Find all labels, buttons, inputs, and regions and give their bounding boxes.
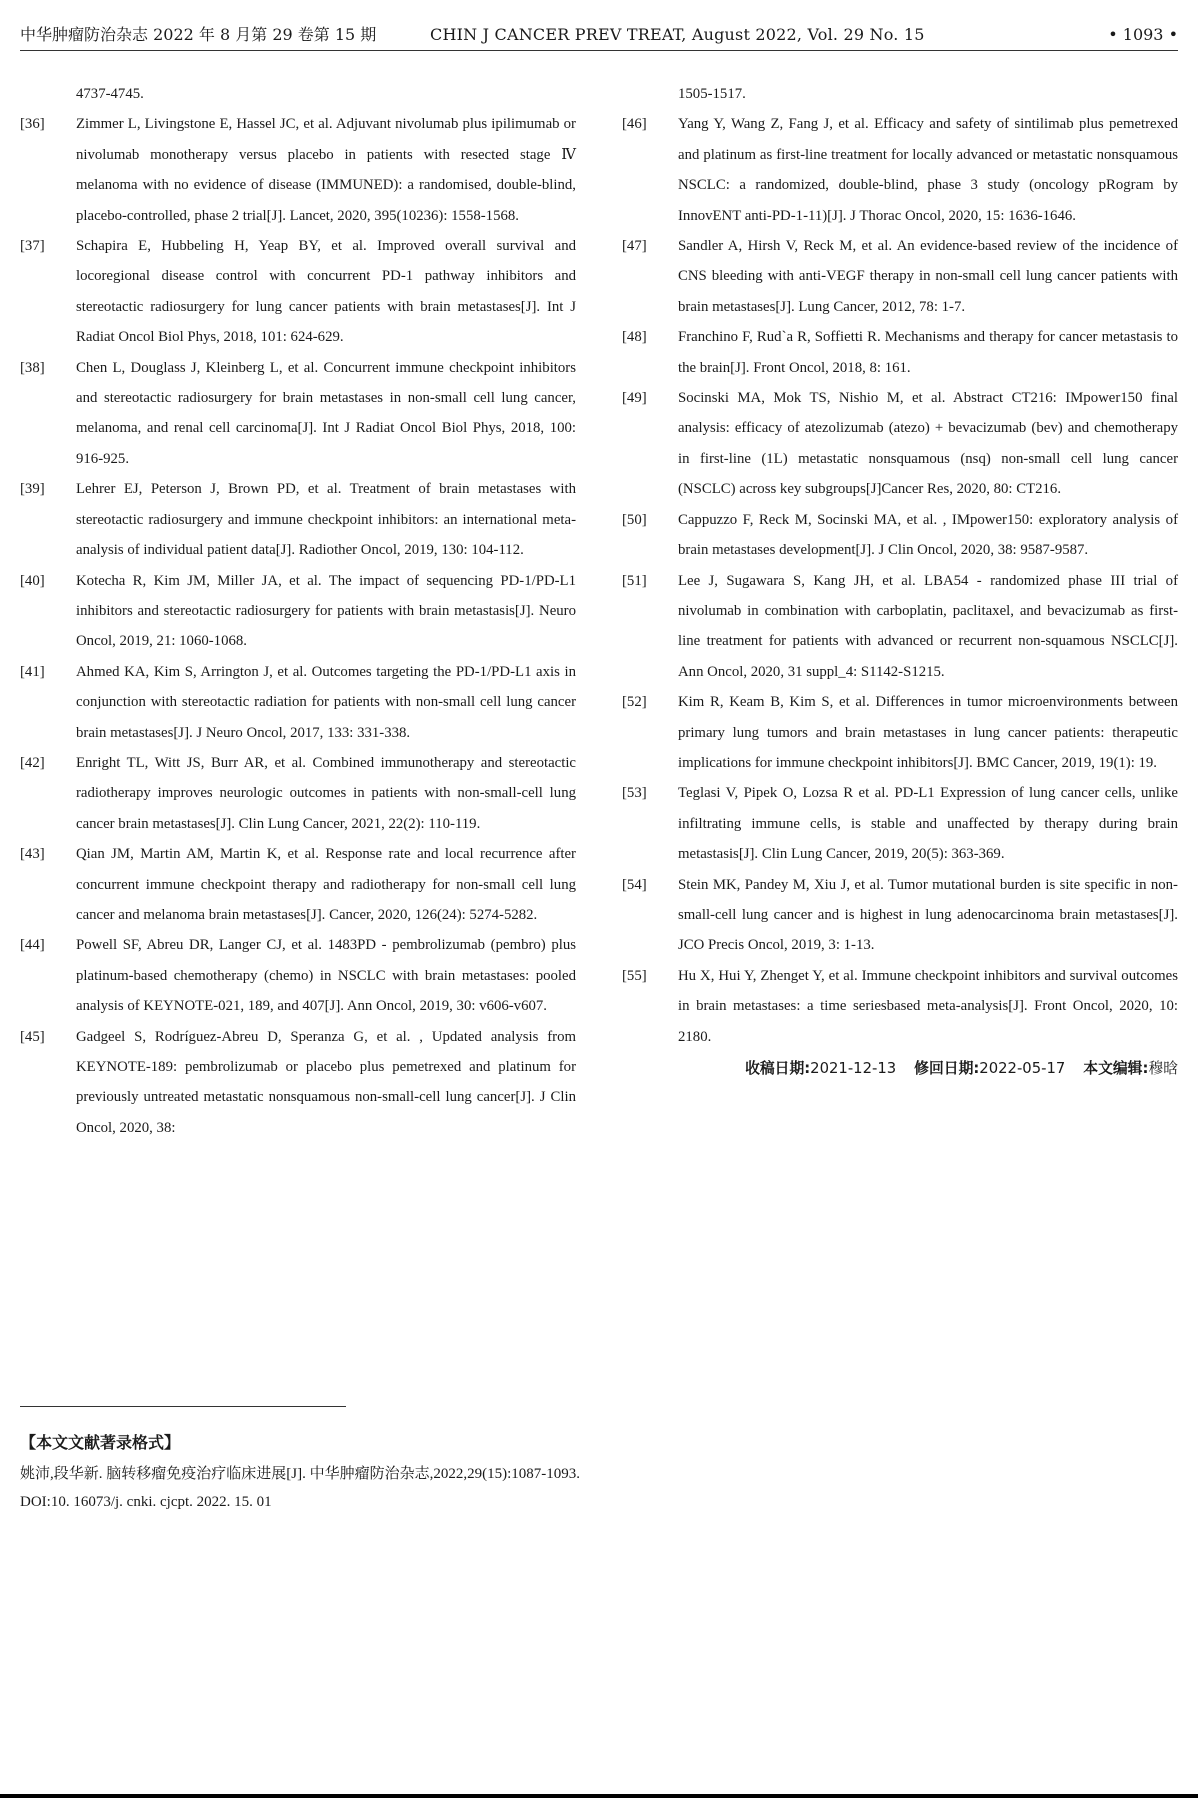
reference-number: [47]: [622, 238, 647, 255]
page-bottom-rule: [0, 1794, 1198, 1798]
reference-entry: [20, 353, 576, 475]
reference-text: Stein MK, Pandey M, Xiu J, et al. Tumor mutational burden is site specific in non-small-cell lung cancer and is highest in lung adenocarcinoma brain metastases[J]. JCO Precis Oncol, 2019, 3: 1-13.: [678, 876, 1178, 954]
reference-entry: [622, 566, 1178, 688]
reference-number: [54]: [622, 876, 647, 893]
reference-text: Kim R, Keam B, Kim S, et al. Differences in tumor microenvironments between primary lung tumors and brain metastases in lung cancer patients: therapeutic implications for immune checkpoint inhibitors[J]. BMC Cancer, 2019, 19(1): 19.: [678, 694, 1178, 771]
reference-entry: [622, 870, 1178, 961]
reference-number: [45]: [20, 1028, 45, 1045]
reference-text: Schapira E, Hubbeling H, Yeap BY, et al. Improved overall survival and locoregional disease control with concurrent PD-1 pathway inhibitors and stereotactic radiosurgery for lung cancer patients with brain metastases[J]. Int J Radiat Oncol Biol Phys, 2018, 101: 624-629.: [76, 238, 576, 346]
reference-entry: [20, 748, 576, 839]
reference-entry: [622, 778, 1178, 869]
reference-number: [44]: [20, 937, 45, 954]
reference-number: [52]: [622, 694, 647, 711]
running-header: [20, 20, 1178, 51]
reference-number: [55]: [622, 967, 647, 984]
reference-text: Franchino F, Rud`a R, Soffietti R. Mechanisms and therapy for cancer metastasis to the brain[J]. Front Oncol, 2018, 8: 161.: [678, 329, 1178, 376]
reference-number: [48]: [622, 329, 647, 346]
reference-text: Hu X, Hui Y, Zhenget Y, et al. Immune checkpoint inhibitors and survival outcomes in brain metastases: a time seriesbased meta-analysis[J]. Front Oncol, 2020, 10: 2180.: [678, 967, 1178, 1045]
reference-text: Powell SF, Abreu DR, Langer CJ, et al. 1483PD - pembrolizumab (pembro) plus platinum-based chemotherapy (chemo) in NSCLC with brain metastases: pooled analysis of KEYNOTE-021, 189, and 407[J]. Ann Oncol, 2019, 30: v606-v607.: [76, 937, 576, 1015]
reference-column-right: [622, 79, 1178, 1084]
reference-text: Sandler A, Hirsh V, Reck M, et al. An evidence-based review of the incidence of CNS bleeding with anti-VEGF therapy in non-small cell lung cancer patients with brain metastases[J]. Lung Cancer, 2012, 78: 1-7.: [678, 238, 1178, 315]
reference-column-left: [20, 79, 576, 1143]
article-dates: [622, 1054, 1178, 1084]
reference-text: Chen L, Douglass J, Kleinberg L, et al. Concurrent immune checkpoint inhibitors and stereotactic radiosurgery for brain metastases in non-small cell lung cancer, melanoma, and renal cell carcinoma[J]. Int J Radiat Oncol Biol Phys, 2018, 100: 916-925.: [76, 359, 576, 467]
editor-name: 穆晗: [1148, 1060, 1178, 1077]
reference-number: [46]: [622, 116, 647, 133]
reference-text: Socinski MA, Mok TS, Nishio M, et al. Abstract CT216: IMpower150 final analysis: efficacy of atezolizumab (atezo) + bevacizumab (bev) and chemotherapy in first-line (1L) metastatic nonsquamous (nsq) non-small cell lung cancer (NSCLC) across key subgroups[J]Cancer Res, 2020, 80: CT216.: [678, 390, 1178, 498]
reference-text: Enright TL, Witt JS, Burr AR, et al. Combined immunotherapy and stereotactic radiotherapy improves neurologic outcomes in patients with non-small-cell lung cancer brain metastases[J]. Clin Lung Cancer, 2021, 22(2): 110-119.: [76, 754, 576, 832]
editor-label: 本文编辑:: [1083, 1060, 1149, 1077]
reference-entry: [622, 383, 1178, 505]
reference-text: Qian JM, Martin AM, Martin K, et al. Response rate and local recurrence after concurrent immune checkpoint therapy and radiotherapy for non-small cell lung cancer and melanoma brain metastases[J]. Cancer, 2020, 126(24): 5274-5282.: [76, 846, 576, 923]
reference-entry: [20, 231, 576, 353]
reference-number: [51]: [622, 572, 647, 589]
reference-number: [40]: [20, 572, 45, 589]
reference-entry: [622, 961, 1178, 1052]
citation-format-heading: 【本文文献著录格式】: [20, 1433, 181, 1452]
revised-label: 修回日期:: [914, 1060, 980, 1077]
reference-text: Gadgeel S, Rodríguez-Abreu D, Speranza G, et al. , Updated analysis from KEYNOTE-189: pembrolizumab or placebo plus pemetrexed and platinum for previously untreated metastatic nonsquamous non-small-cell lung cancer[J]. J Clin Oncol, 2020, 38:: [76, 1028, 576, 1136]
doi-text: DOI:10. 16073/j. cnki. cjcpt. 2022. 15. 01: [20, 1494, 272, 1510]
reference-text: Yang Y, Wang Z, Fang J, et al. Efficacy and safety of sintilimab plus pemetrexed and platinum as first-line treatment for locally advanced or metastatic nonsquamous NSCLC: a randomized, double-blind, phase 3 study (oncology pRogram by InnovENT anti-PD-1-11)[J]. J Thorac Oncol, 2020, 15: 1636-1646.: [678, 116, 1178, 224]
reference-number: [49]: [622, 390, 647, 407]
reference-text: Ahmed KA, Kim S, Arrington J, et al. Outcomes targeting the PD-1/PD-L1 axis in conjunction with stereotactic radiation for patients with non-small cell lung cancer brain metastases[J]. J Neuro Oncol, 2017, 133: 331-338.: [76, 663, 576, 741]
reference-text: Lehrer EJ, Peterson J, Brown PD, et al. Treatment of brain metastases with stereotactic radiosurgery and immune checkpoint inhibitors: an international meta-analysis of individual patient data[J]. Radiother Oncol, 2019, 130: 104-112.: [76, 481, 576, 559]
reference-entry: [20, 657, 576, 748]
reference-entry: [20, 1022, 576, 1144]
reference-text: Zimmer L, Livingstone E, Hassel JC, et al. Adjuvant nivolumab plus ipilimumab or nivolumab monotherapy versus placebo in patients with resected stage Ⅳ melanoma with no evidence of disease (IMMUNED): a randomised, double-blind, placebo-controlled, phase 2 trial[J]. Lancet, 2020, 395(10236): 1558-1568.: [76, 116, 576, 224]
footnote-divider: [20, 1406, 346, 1407]
reference-number: [50]: [622, 511, 647, 528]
reference-continuation: 4737-4745.: [76, 86, 144, 102]
reference-text: Teglasi V, Pipek O, Lozsa R et al. PD-L1 Expression of lung cancer cells, unlike infiltrating immune cells, is stable and unaffected by therapy during brain metastasis[J]. Clin Lung Cancer, 2019, 20(5): 363-369.: [678, 785, 1178, 863]
reference-text: Kotecha R, Kim JM, Miller JA, et al. The impact of sequencing PD-1/PD-L1 inhibitors and stereotactic radiosurgery for patients with brain metastasis[J]. Neuro Oncol, 2019, 21: 1060-1068.: [76, 572, 576, 650]
received-label: 收稿日期:: [745, 1060, 811, 1077]
reference-number: [37]: [20, 238, 45, 255]
reference-continuation: 1505-1517.: [678, 86, 746, 102]
reference-number: [53]: [622, 785, 647, 802]
reference-entry: [622, 505, 1178, 566]
reference-entry: [20, 930, 576, 1021]
reference-number: [36]: [20, 116, 45, 133]
reference-entry: [20, 474, 576, 565]
journal-title-en: CHIN J CANCER PREV TREAT, August 2022, Vol. 29 No. 15: [430, 25, 925, 44]
reference-text: Lee J, Sugawara S, Kang JH, et al. LBA54 - randomized phase III trial of nivolumab in combination with carboplatin, paclitaxel, and bevacizumab as first-line treatment for patients with advanced or recurrent non-squamous NSCLC[J]. Ann Oncol, 2020, 31 suppl_4: S1142-S1215.: [678, 572, 1178, 680]
reference-number: [39]: [20, 481, 45, 498]
reference-entry: [20, 839, 576, 930]
reference-number: [38]: [20, 359, 45, 376]
reference-entry: [622, 322, 1178, 383]
revised-date: 2022-05-17: [979, 1060, 1066, 1077]
reference-entry: [622, 109, 1178, 231]
reference-text: Cappuzzo F, Reck M, Socinski MA, et al. , IMpower150: exploratory analysis of brain metastases development[J]. J Clin Oncol, 2020, 38: 9587-9587.: [678, 511, 1178, 559]
reference-number: [41]: [20, 663, 45, 680]
citation-text: 姚沛,段华新. 脑转移瘤免疫治疗临床进展[J]. 中华肿瘤防治杂志,2022,29(15):1087-1093.: [20, 1466, 580, 1482]
reference-entry: [622, 687, 1178, 778]
reference-entry: [20, 109, 576, 231]
journal-title-cn: 中华肿瘤防治杂志 2022 年 8 月第 29 卷第 15 期: [20, 25, 377, 44]
reference-number: [42]: [20, 754, 45, 771]
reference-number: [43]: [20, 846, 45, 863]
reference-entry: [20, 566, 576, 657]
page-number: • 1093 •: [1108, 25, 1178, 44]
reference-entry: [622, 231, 1178, 322]
received-date: 2021-12-13: [810, 1060, 897, 1077]
